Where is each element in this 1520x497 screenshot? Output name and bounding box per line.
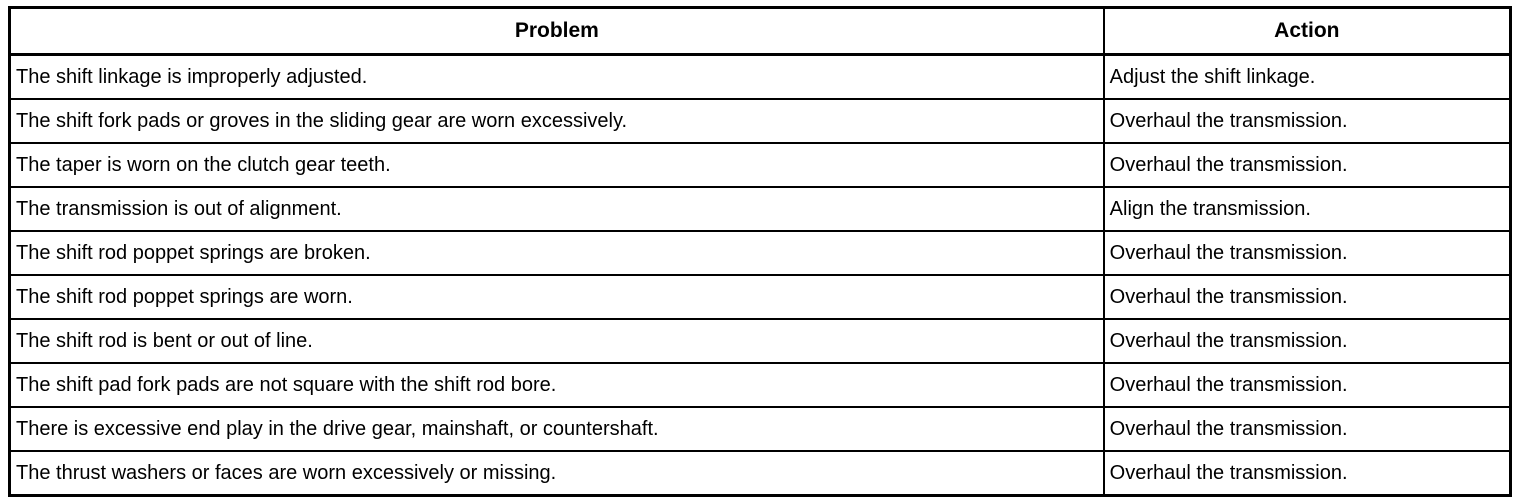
cell-action: Overhaul the transmission. — [1104, 319, 1511, 363]
table-row — [10, 55, 1511, 100]
cell-problem: The shift rod is bent or out of line. — [10, 319, 1104, 363]
cell-action: Overhaul the transmission. — [1104, 231, 1511, 275]
table-row — [10, 319, 1511, 363]
table-header-row — [10, 8, 1511, 55]
table-row — [10, 451, 1511, 496]
table-row — [10, 143, 1511, 187]
table-row — [10, 231, 1511, 275]
column-header-action: Action — [1104, 8, 1511, 55]
cell-action: Overhaul the transmission. — [1104, 99, 1511, 143]
cell-problem: The shift linkage is improperly adjusted. — [10, 55, 1104, 100]
cell-problem: The taper is worn on the clutch gear teeth. — [10, 143, 1104, 187]
table-row — [10, 187, 1511, 231]
cell-action: Align the transmission. — [1104, 187, 1511, 231]
cell-action: Overhaul the transmission. — [1104, 407, 1511, 451]
cell-problem: The transmission is out of alignment. — [10, 187, 1104, 231]
table-row — [10, 99, 1511, 143]
cell-problem: The shift fork pads or groves in the sliding gear are worn excessively. — [10, 99, 1104, 143]
table-row — [10, 407, 1511, 451]
table-row — [10, 275, 1511, 319]
cell-action: Overhaul the transmission. — [1104, 363, 1511, 407]
cell-action: Overhaul the transmission. — [1104, 143, 1511, 187]
column-header-problem: Problem — [10, 8, 1104, 55]
troubleshooting-table — [8, 6, 1512, 497]
cell-problem: There is excessive end play in the drive gear, mainshaft, or countershaft. — [10, 407, 1104, 451]
cell-problem: The thrust washers or faces are worn excessively or missing. — [10, 451, 1104, 496]
cell-action: Overhaul the transmission. — [1104, 275, 1511, 319]
table-row — [10, 363, 1511, 407]
cell-action: Overhaul the transmission. — [1104, 451, 1511, 496]
cell-problem: The shift rod poppet springs are worn. — [10, 275, 1104, 319]
cell-problem: The shift pad fork pads are not square with the shift rod bore. — [10, 363, 1104, 407]
table-header — [10, 8, 1511, 55]
cell-action: Adjust the shift linkage. — [1104, 55, 1511, 100]
cell-problem: The shift rod poppet springs are broken. — [10, 231, 1104, 275]
table-body — [10, 55, 1511, 496]
